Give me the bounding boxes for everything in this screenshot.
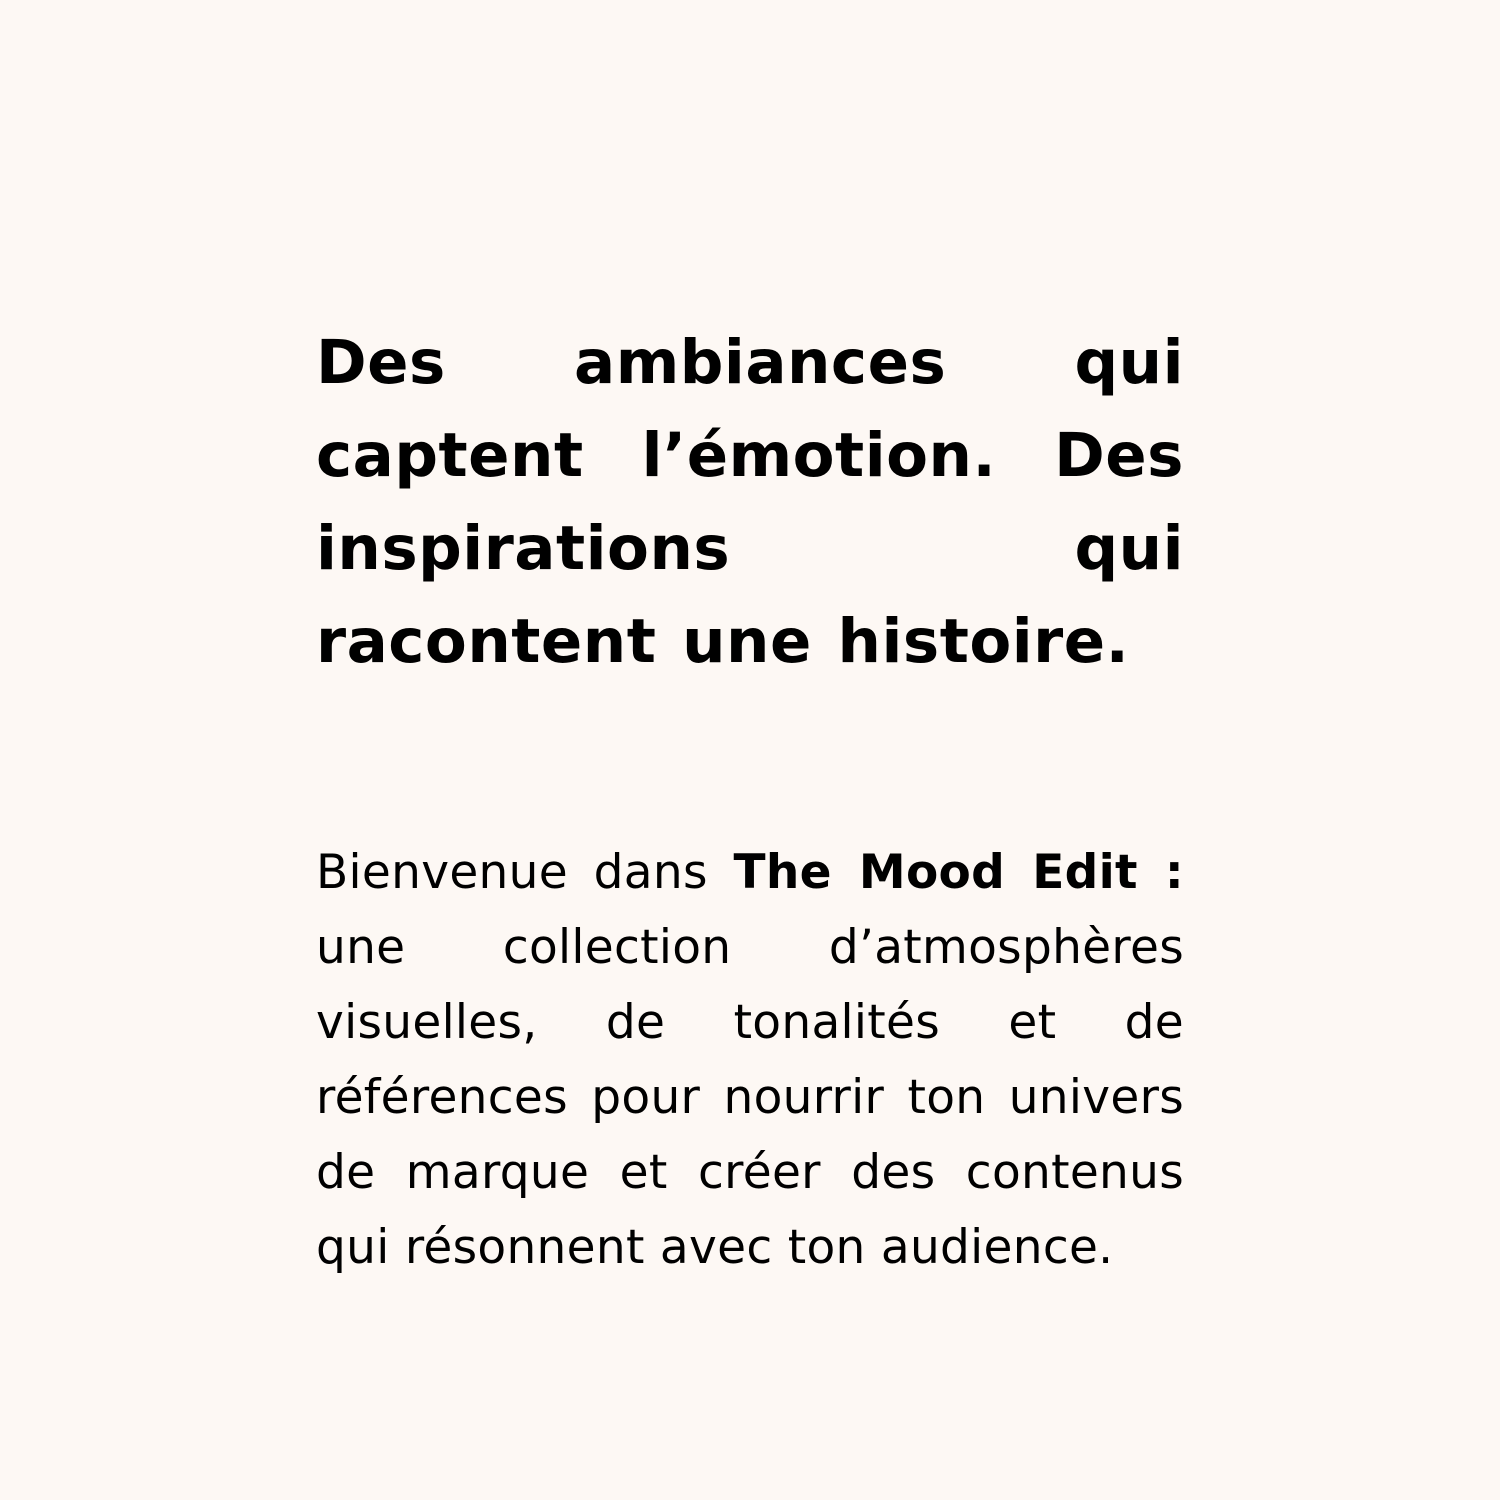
intro-paragraph	[316, 835, 1184, 1285]
brand-name: The Mood Edit :	[733, 845, 1184, 900]
headline: Des ambiances qui captent l’émotion. Des inspirations qui racontent une histoire.	[316, 327, 1184, 677]
intro-rest: une collection d’atmosphères visuelles, de tonalités et de références pour nourrir ton univers de marque et créer des contenus qui résonnent avec ton audience.	[316, 920, 1184, 1275]
content-block	[316, 316, 1184, 1285]
intro-lead: Bienvenue dans	[316, 845, 734, 900]
